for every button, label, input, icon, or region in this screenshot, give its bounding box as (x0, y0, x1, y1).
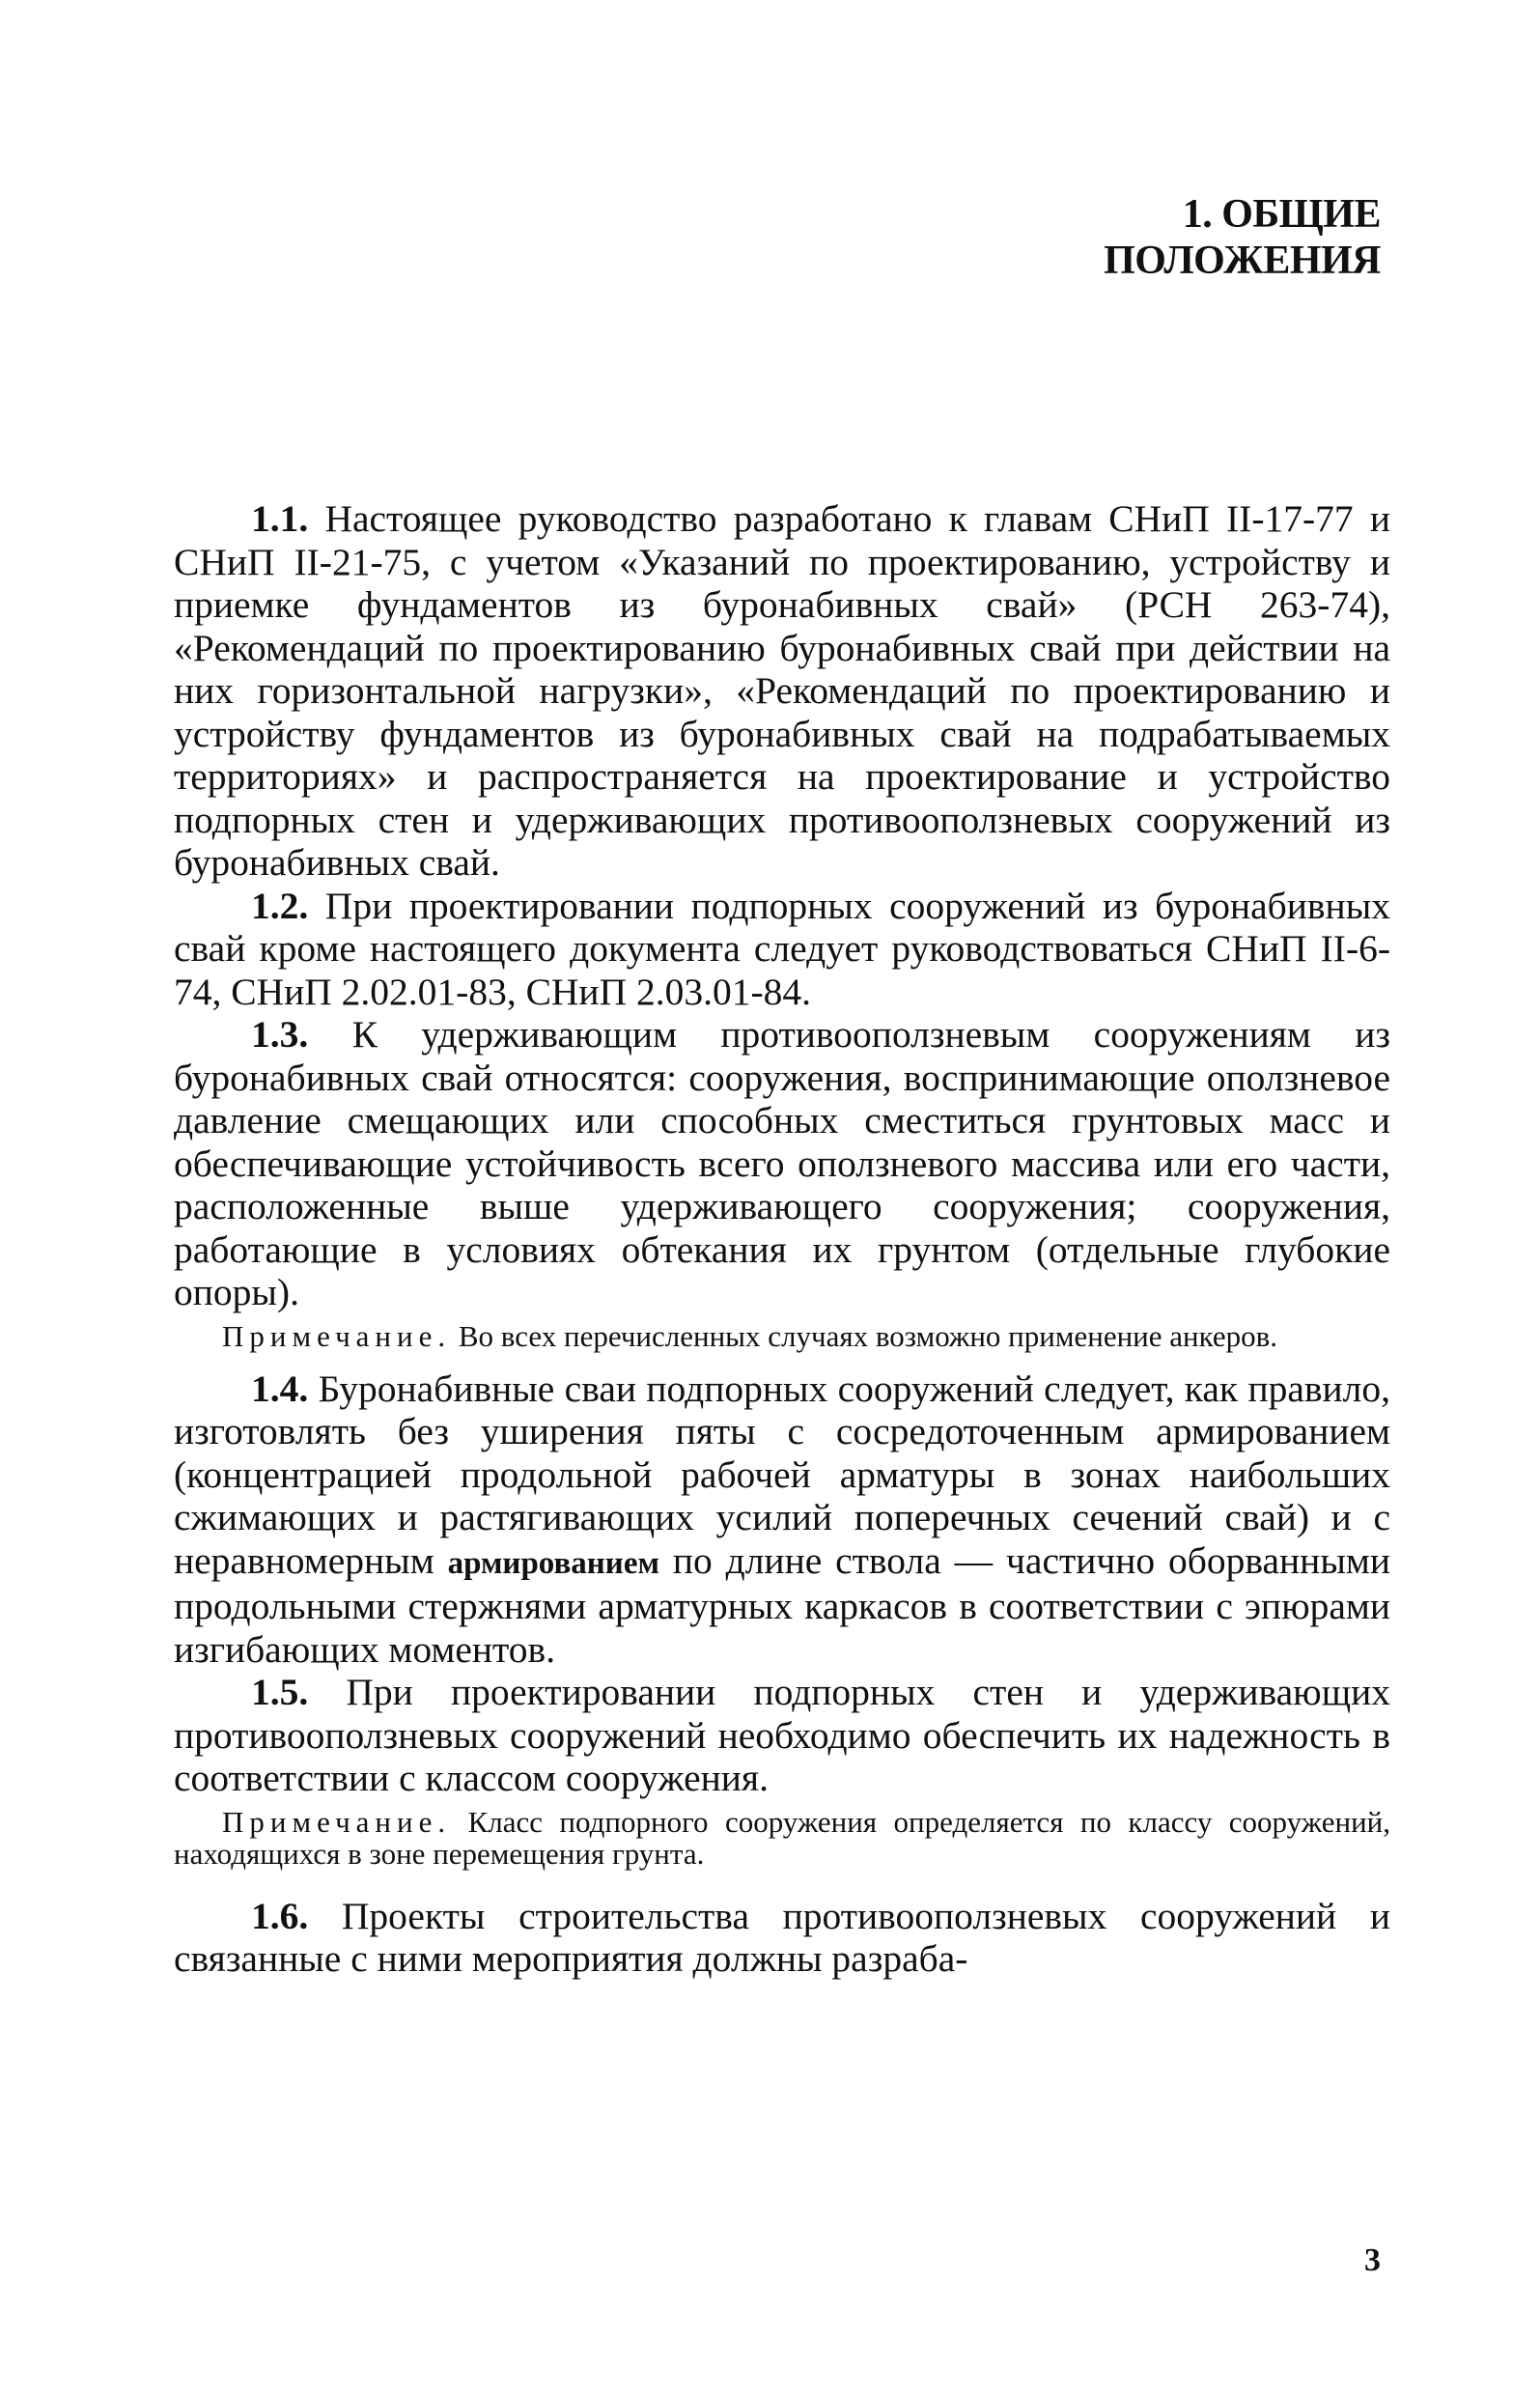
paragraph-number: 1.1. (251, 497, 309, 540)
paragraph-number: 1.2. (251, 884, 309, 927)
bold-word: армированием (447, 1545, 659, 1581)
note-text: Класс подпорного сооружения определяется по классу сооружений, находящихся в зоне перемещения грунта. (174, 1804, 1390, 1871)
paragraph-text: Настоящее руководство разработано к главам СНиП II-17-77 и СНиП II-21-75, с учетом «Указаний по проектированию, устройству и приемке фундаментов из буронабивных свай» (РСН 263-74), «Рекомендаций по проектированию буронабивных свай при действии на них горизонтальной нагрузки», «Рекомендаций по проектированию и устройству фундаментов из буронабивных свай на подрабатываемых территориях» и распространяется на проектирование и устройство подпорных стен и удерживающих противооползневых сооружений из буронабивных свай. (174, 497, 1390, 884)
paragraph-text: При проектировании подпорных сооружений из буронабивных свай кроме настоящего документа следует руководствоваться СНиП II-6-74, СНиП 2.02.01-83, СНиП 2.03.01-84. (174, 884, 1390, 1013)
paragraph-1-1 (174, 497, 1390, 885)
paragraph-1-2 (174, 885, 1390, 1014)
paragraph-number: 1.6. (251, 1894, 309, 1937)
paragraph-number: 1.4. (251, 1367, 309, 1410)
paragraph-1-3 (174, 1013, 1390, 1314)
paragraph-1-4 (174, 1367, 1390, 1672)
note-1 (174, 1320, 1390, 1352)
paragraph-text: К удерживающим противооползневым сооружениям из буронабивных свай относятся: сооружения, воспринимающие оползневое давление смещающих или способных сместиться грунтовых масс и обеспечивающие устойчивость всего оползневого массива или его части, расположенные выше удерживающего сооружения; сооружения, работающие в условиях обтекания их грунтом (отдельные глубокие опоры). (174, 1013, 1390, 1313)
paragraph-1-6 (174, 1895, 1390, 1981)
page-number: 3 (1364, 2242, 1381, 2278)
note-2 (174, 1806, 1390, 1870)
note-text: Во всех перечисленных случаях возможно применение анкеров. (451, 1318, 1278, 1353)
paragraph-number: 1.5. (251, 1671, 309, 1713)
paragraph-number: 1.3. (251, 1013, 309, 1056)
paragraph-1-5 (174, 1671, 1390, 1800)
section-heading: 1. ОБЩИЕ ПОЛОЖЕНИЯ (1104, 192, 1381, 283)
paragraph-text: При проектировании подпорных стен и удерживающих противооползневых сооружений необходимо обеспечить их надежность в соответствии с классом сооружения. (174, 1671, 1390, 1799)
paragraph-text: Проекты строительства противооползневых сооружений и связанные с ними мероприятия должны разраба- (174, 1894, 1390, 1980)
section-body (174, 497, 1390, 1981)
paragraph-text-continued: по длине ствола — частично оборванными продольными стержнями арматурных каркасов в соответствии с эпюрами изгибающих моментов. (174, 1538, 1390, 1671)
paragraph-text: Буронабивные сваи подпорных сооружений следует, как правило, изготовлять без уширения пяты с сосредоточенным армированием (концентрацией продольной рабочей арматуры в зонах наибольших сжимающих и растягивающих усилий поперечных сечений свай) и с неравномерным (174, 1367, 1390, 1582)
note-label: Примечание. (222, 1804, 452, 1839)
note-label: Примечание. (222, 1318, 452, 1353)
